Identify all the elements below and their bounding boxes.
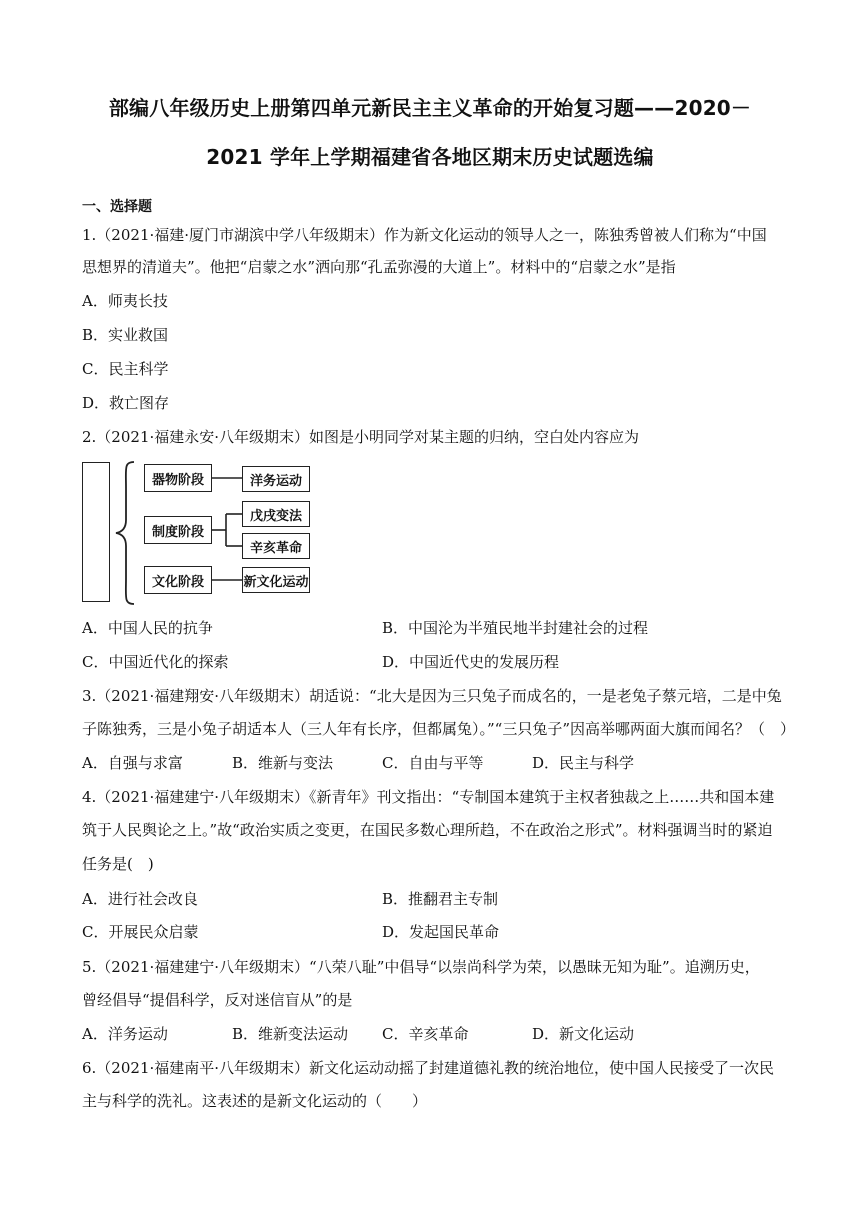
diagram-event-xinhai-revolution: 辛亥革命 [242,533,310,559]
question-1-line-1: 1.（2021·福建·厦门市湖滨中学八年级期末）作为新文化运动的领导人之一，陈独秀曾被人们称为“中国 [82,226,767,244]
question-2-option-c: C．中国近代化的探索 [82,653,229,671]
question-2-option-b: B．中国沦为半殖民地半封建社会的过程 [382,619,649,637]
question-4-option-a: A．进行社会改良 [82,890,198,908]
question-2-line-1: 2.（2021·福建永安·八年级期末）如图是小明同学对某主题的归纳，空白处内容应为 [82,428,640,446]
question-1-option-a: A．师夷长技 [82,292,168,310]
question-3-line-2: 子陈独秀，三是小兔子胡适本人（三人年有长序，但都属兔）。”“三只兔子”因高举哪两面大旗而闻名？（ ） [82,720,796,738]
diagram-stage-culture: 文化阶段 [144,566,212,594]
diagram-stage-artifacts: 器物阶段 [144,464,212,492]
document-title-line-1: 部编八年级历史上册第四单元新民主主义革命的开始复习题——2020－ [108,96,752,120]
question-5-option-c: C．辛亥革命 [382,1025,469,1043]
question-1-option-c: C．民主科学 [82,360,169,378]
question-5-line-2: 曾经倡导“提倡科学，反对迷信盲从”的是 [82,991,353,1009]
diagram-event-reform-1898: 戊戌变法 [242,501,310,527]
question-4-line-3: 任务是( ) [82,855,154,873]
question-1-option-d: D．救亡图存 [82,394,170,412]
question-4-option-d: D．发起国民革命 [382,923,500,941]
stage-diagram [82,458,314,608]
question-6-line-2: 主与科学的洗礼。这表述的是新文化运动的（ ） [82,1092,428,1110]
question-3-option-c: C．自由与平等 [382,754,484,772]
question-6-line-1: 6.（2021·福建南平·八年级期末）新文化运动动摇了封建道德礼教的统治地位，使中国人民接受了一次民 [82,1059,775,1077]
section-heading: 一、选择题 [82,199,152,215]
question-4-option-b: B．推翻君主专制 [382,890,499,908]
question-3-option-d: D．民主与科学 [532,754,635,772]
question-4-line-1: 4.（2021·福建建宁·八年级期末）《新青年》刊文指出：“专制国本建筑于主权者独裁之上……共和国本建 [82,788,775,806]
question-4-line-2: 筑于人民舆论之上。”故“政治实质之变更，在国民多数心理所趋，不在政治之形式”。材料强调当时的紧迫 [82,821,773,839]
document-title-line-2: 2021 学年上学期福建省各地区期末历史试题选编 [206,145,654,169]
diagram-stage-institutions: 制度阶段 [144,516,212,544]
question-2-option-d: D．中国近代史的发展历程 [382,653,560,671]
diagram-connectors [212,458,244,608]
diagram-brace-icon [112,458,142,608]
question-4-option-c: C．开展民众启蒙 [82,923,199,941]
diagram-event-new-culture-movement: 新文化运动 [242,567,310,593]
question-5-option-a: A．洋务运动 [82,1025,168,1043]
diagram-blank-box [82,462,110,602]
diagram-event-westernization: 洋务运动 [242,466,310,492]
question-3-option-a: A．自强与求富 [82,754,183,772]
question-5-option-d: D．新文化运动 [532,1025,635,1043]
question-1-line-2: 思想界的清道夫”。他把“启蒙之水”洒向那“孔孟弥漫的大道上”。材料中的“启蒙之水”是指 [82,258,676,276]
question-5-option-b: B．维新变法运动 [232,1025,349,1043]
question-3-line-1: 3.（2021·福建翔安·八年级期末）胡适说：“北大是因为三只兔子而成名的，一是老兔子蔡元培，二是中兔 [82,687,782,705]
question-2-option-a: A．中国人民的抗争 [82,619,213,637]
question-3-option-b: B．维新与变法 [232,754,334,772]
question-5-line-1: 5.（2021·福建建宁·八年级期末）“八荣八耻”中倡导“以崇尚科学为荣，以愚昧无知为耻”。追溯历史， [82,958,760,976]
question-1-option-b: B．实业救国 [82,326,169,344]
